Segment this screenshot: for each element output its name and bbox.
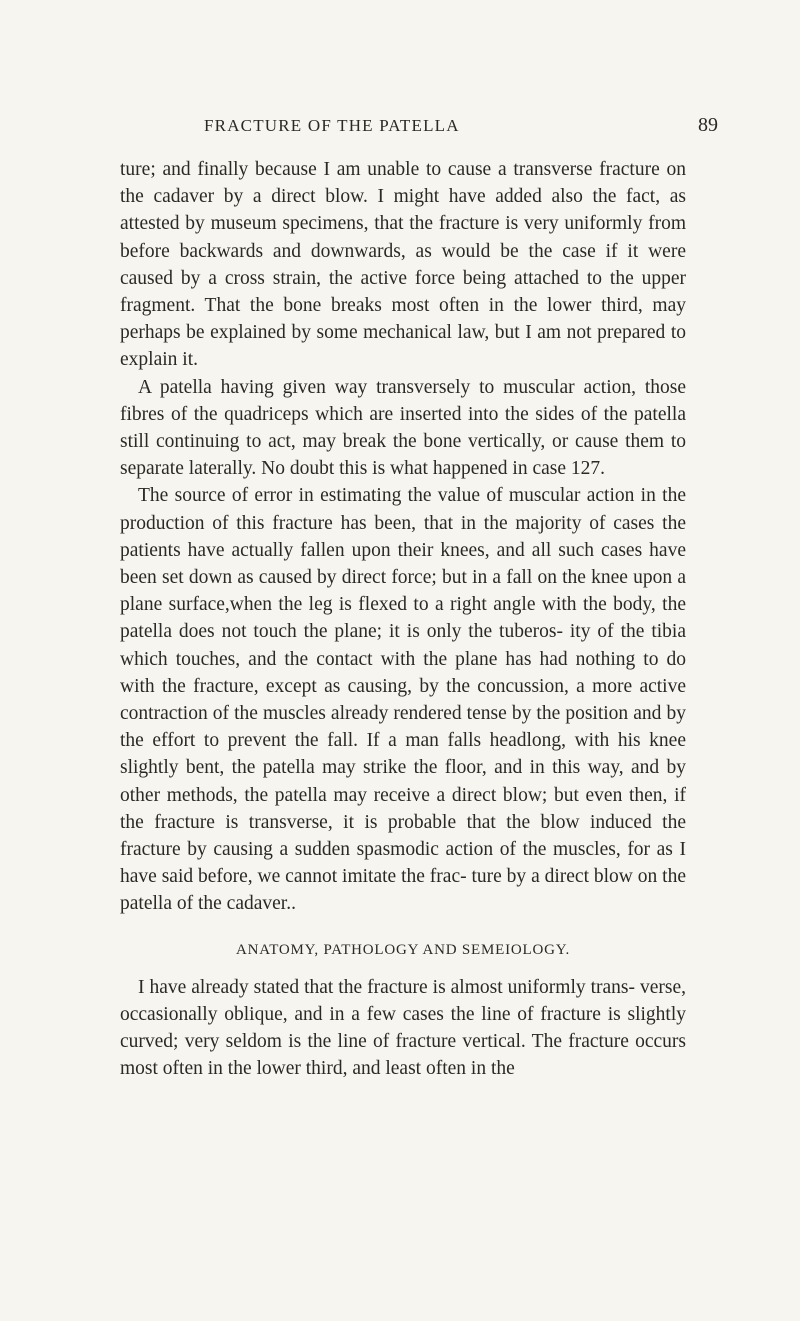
page-number: 89 [698,114,718,136]
paragraph-continuation: ture; and finally because I am unable to cause a transverse fracture on the cadaver by a direct blow. I might have added also the fact, as attested by museum specimens, that the fracture is very uniformly from before backwards and downwards, as would be the case if it were caused by a cross strain, the active force being attached to the upper fragment. That the bone breaks most often in the lower third, may perhaps be explained by some mechanical law, but I am not prepared to explain it. [120,159,686,371]
paragraph-vertical-fracture: A patella having given way transversely to muscular action, those fibres of the quadriceps which are inserted into the sides of the patella still continuing to act, may break the bone vertically, or cause them to separate laterally. No doubt this is what happened in case 127. [120,376,686,480]
paragraph-source-of-error: The source of error in estimating the value of muscular action in the production of this fracture has been, that in the majority of cases the patients have actually fallen upon their knees, and all such cases have been set down as caused by direct force; but in a fall on the knee upon a plane surface,when the leg is flexed to a right angle with the body, the patella does not touch the plane; it is only the tuberos- ity of the tibia which touches, and the contact with the plane has had nothing to do with the fracture, except as causing, by the concussion, a more active contraction of the muscles already rendered tense by the position and by the effort to prevent the fall. If a man falls headlong, with his knee slightly bent, the patella may strike the floor, and in this way, and by other methods, the patella may receive a direct blow; but even then, if the fracture is transverse, it is probable that the blow induced the fracture by causing a sudden spasmodic action of the muscles, for as I have said before, we cannot imitate the frac- ture by a direct blow on the patella of the cadaver.. [120,485,686,915]
section-heading: ANATOMY, PATHOLOGY AND SEMEIOLOGY. [235,941,571,958]
running-head-title: FRACTURE OF THE PATELLA [204,116,460,135]
paragraph-anatomy: I have already stated that the fracture is almost uniformly trans- verse, occasionally oblique, and in a few cases the line of fracture is slightly curved; very seldom is the line of fracture vertical. The fracture occurs most often in the lower third, and least often in the [120,976,686,1080]
running-head [120,116,720,142]
body-text [120,156,686,1083]
